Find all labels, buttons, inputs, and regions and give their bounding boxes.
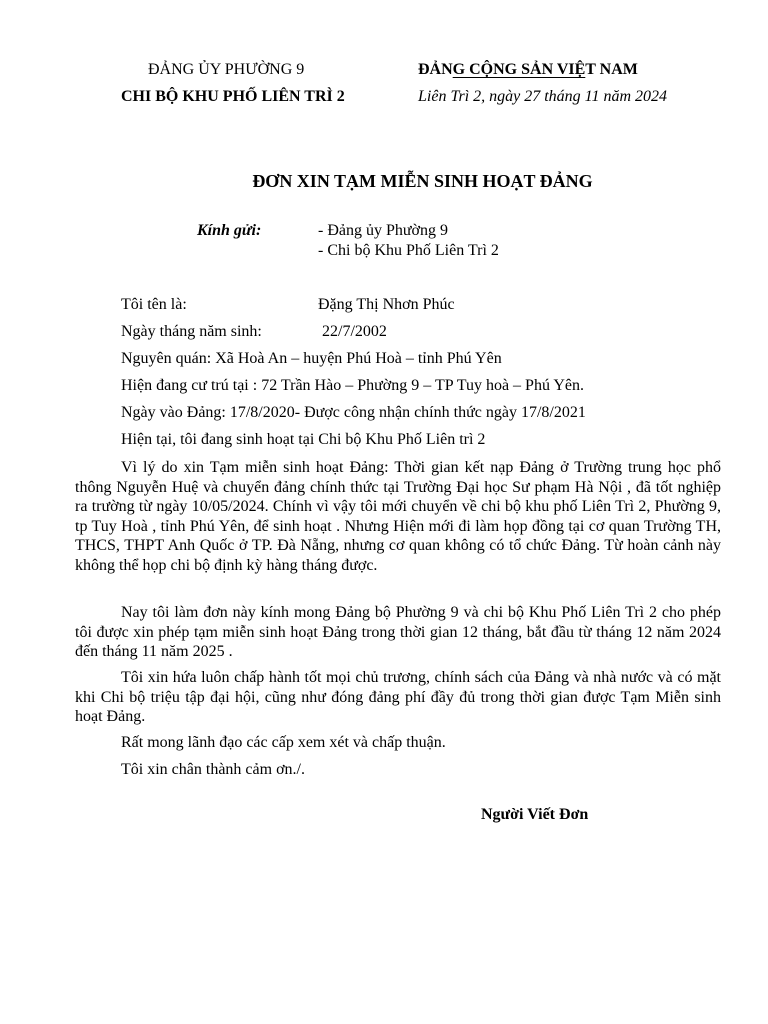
recipient-item: - Chi bộ Khu Phố Liên Trì 2 bbox=[318, 242, 499, 259]
party-name-part1: ĐẢN bbox=[418, 61, 453, 78]
header-right-place-date: Liên Trì 2, ngày 27 tháng 11 năm 2024 bbox=[418, 88, 668, 105]
party-name-part2: G CỘNG SẢN VIỆ bbox=[452, 61, 586, 78]
recipient-item: - Đảng ủy Phường 9 bbox=[318, 222, 449, 239]
party-join-line: Ngày vào Đảng: 17/8/2020- Được công nhận chính thức ngày 17/8/2021 bbox=[121, 404, 586, 421]
request-paragraph: Nay tôi làm đơn này kính mong Đảng bộ Phường 9 và chi bộ Khu Phố Liên Trì 2 cho phép tôi được xin phép tạm miễn sinh hoạt Đảng trong thời gian 12 tháng, bắt đầu từ tháng 12 năm 2024 đến tháng 11 năm 2025 . bbox=[75, 604, 721, 660]
commitment-paragraph: Tôi xin hứa luôn chấp hành tốt mọi chủ trương, chính sách của Đảng và nhà nước và có mặt khi Chi bộ triệu tập đại hội, cũng như đóng đảng phí đầy đủ trong thời gian được Tạm Miễn sinh hoạt Đảng. bbox=[75, 669, 721, 725]
recipients-label: Kính gửi: bbox=[197, 222, 262, 239]
document-title: ĐƠN XIN TẠM MIỄN SINH HOẠT ĐẢNG bbox=[252, 171, 593, 191]
name-label: Tôi tên là: bbox=[121, 296, 187, 313]
thanks-line: Tôi xin chân thành cảm ơn./. bbox=[121, 761, 305, 778]
dob-value: 22/7/2002 bbox=[322, 323, 387, 340]
residence-line: Hiện đang cư trú tại : 72 Trần Hào – Phường 9 – TP Tuy hoà – Phú Yên. bbox=[121, 377, 584, 394]
name-value: Đặng Thị Nhơn Phúc bbox=[318, 296, 455, 313]
hometown-line: Nguyên quán: Xã Hoà An – huyện Phú Hoà – tỉnh Phú Yên bbox=[121, 350, 502, 367]
header-right-party bbox=[418, 61, 638, 79]
header-left-org: ĐẢNG ỦY PHƯỜNG 9 bbox=[148, 61, 305, 78]
party-name-part3: T NAM bbox=[585, 61, 638, 78]
dob-label: Ngày tháng năm sinh: bbox=[121, 323, 262, 340]
signer-label: Người Viết Đơn bbox=[481, 806, 589, 823]
current-branch-line: Hiện tại, tôi đang sinh hoạt tại Chi bộ Khu Phố Liên trì 2 bbox=[121, 431, 486, 448]
reason-paragraph: Vì lý do xin Tạm miễn sinh hoạt Đảng: Thời gian kết nạp Đảng ở Trường trung học phổ thông Nguyễn Huệ và chuyển đảng chính thức tại Trường Đại học Sư phạm Hà Nội , đã tốt nghiệp ra trường từ ngày 10/05/2024. Chính vì vậy tôi mới chuyển về chi bộ khu phố Liên Trì 2, Phường 9, tp Tuy Hoà , tỉnh Phú Yên, để sinh hoạt . Nhưng Hiện mới đi làm họp đồng tại cơ quan Trường TH, THCS, THPT Anh Quốc ở TP. Đà Nẵng, nhưng cơ quan không có tổ chức Đảng. Từ hoàn cảnh này không thể họp chi bộ định kỳ hàng tháng được. bbox=[75, 459, 721, 574]
closing-request-line: Rất mong lãnh đạo các cấp xem xét và chấp thuận. bbox=[121, 734, 446, 751]
header-left-branch: CHI BỘ KHU PHỐ LIÊN TRÌ 2 bbox=[121, 88, 345, 105]
